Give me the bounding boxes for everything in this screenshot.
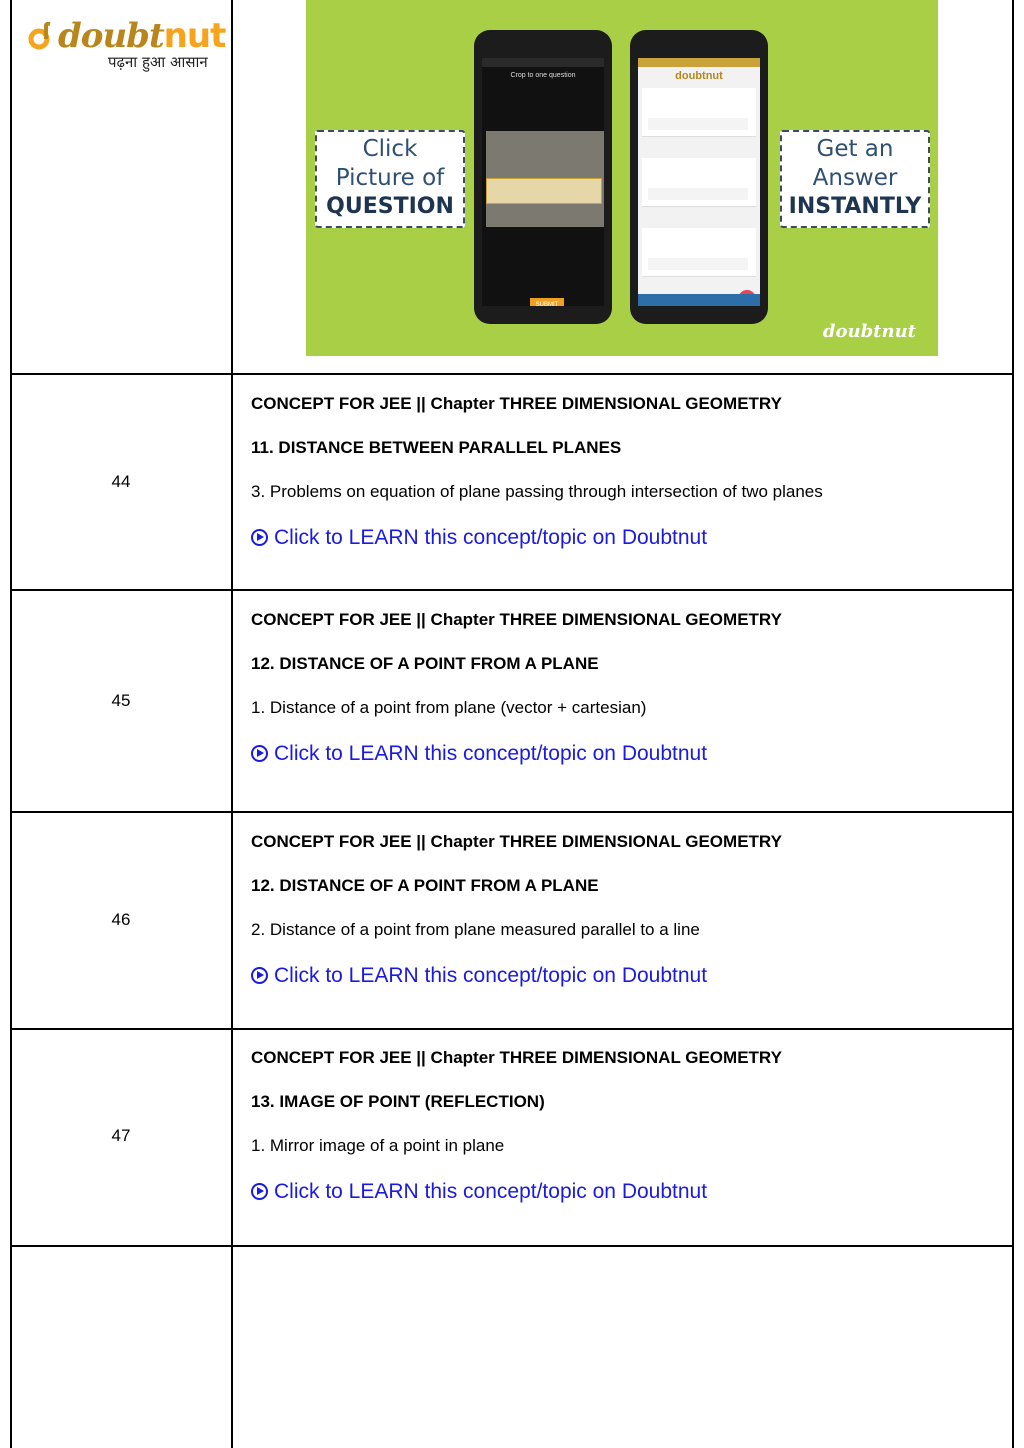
table-row <box>251 393 1011 551</box>
row-divider <box>10 1028 1014 1030</box>
table-row <box>251 609 1011 767</box>
topic-title: 12. DISTANCE OF A POINT FROM A PLANE <box>251 876 599 895</box>
learn-concept-link[interactable]: Click to LEARN this concept/topic on Doubtnut <box>251 963 707 989</box>
answer-card <box>642 228 756 277</box>
subtopic-text: 1. Mirror image of a point in plane <box>251 1136 505 1155</box>
callout-click-picture: Click Picture of QUESTION <box>315 130 465 228</box>
table-column-divider <box>231 0 233 1448</box>
subtopic-text: 2. Distance of a point from plane measured parallel to a line <box>251 920 700 939</box>
learn-concept-link[interactable]: Click to LEARN this concept/topic on Doubtnut <box>251 741 707 767</box>
table-border-right <box>1012 0 1014 1448</box>
row-divider <box>10 1245 1014 1247</box>
banner-brand-logo: doubtnut <box>822 321 916 342</box>
chapter-title: CONCEPT FOR JEE || Chapter THREE DIMENSIONAL GEOMETRY <box>251 610 782 629</box>
topic-title: 12. DISTANCE OF A POINT FROM A PLANE <box>251 654 599 673</box>
phone-answers-mockup <box>630 30 768 324</box>
table-border-left <box>10 0 12 1448</box>
chapter-title: CONCEPT FOR JEE || Chapter THREE DIMENSIONAL GEOMETRY <box>251 394 782 413</box>
submit-button: SUBMIT <box>530 298 564 306</box>
phone-camera-screen <box>482 58 604 306</box>
doubtnut-logo-icon <box>28 22 54 50</box>
answer-card <box>642 158 756 207</box>
app-header-logo: doubtnut <box>675 70 723 82</box>
promo-banner[interactable] <box>306 0 938 356</box>
table-row <box>251 1047 1011 1205</box>
row-number: 45 <box>111 691 131 710</box>
callout-get-answer: Get an Answer INSTANTLY <box>780 130 930 228</box>
phone-answers-screen <box>638 58 760 306</box>
play-circle-icon <box>251 745 268 762</box>
learn-concept-link[interactable]: Click to LEARN this concept/topic on Doubtnut <box>251 1179 707 1205</box>
row-divider <box>10 811 1014 813</box>
logo-tagline: पढ़ना हुआ आसान <box>108 53 208 71</box>
chapter-title: CONCEPT FOR JEE || Chapter THREE DIMENSIONAL GEOMETRY <box>251 832 782 851</box>
row-divider <box>10 373 1014 375</box>
crop-selection <box>486 178 602 204</box>
phone-camera-mockup <box>474 30 612 324</box>
row-number: 47 <box>111 1126 131 1145</box>
row-divider <box>10 589 1014 591</box>
doubtnut-logo[interactable] <box>28 14 228 74</box>
row-number: 46 <box>111 910 131 929</box>
table-row <box>251 831 1011 989</box>
play-circle-icon <box>251 1183 268 1200</box>
topic-title: 11. DISTANCE BETWEEN PARALLEL PLANES <box>251 438 622 457</box>
crop-instruction: Crop to one question <box>510 72 576 79</box>
chapter-title: CONCEPT FOR JEE || Chapter THREE DIMENSIONAL GEOMETRY <box>251 1048 782 1067</box>
subtopic-text: 3. Problems on equation of plane passing through intersection of two planes <box>251 482 823 501</box>
answer-card <box>642 88 756 137</box>
learn-concept-link[interactable]: Click to LEARN this concept/topic on Doubtnut <box>251 525 707 551</box>
topic-title: 13. IMAGE OF POINT (REFLECTION) <box>251 1092 545 1111</box>
play-circle-icon <box>251 967 268 984</box>
logo-wordmark: doubtnut <box>58 16 226 56</box>
row-number: 44 <box>111 472 131 491</box>
subtopic-text: 1. Distance of a point from plane (vector + cartesian) <box>251 698 647 717</box>
play-circle-icon <box>251 529 268 546</box>
